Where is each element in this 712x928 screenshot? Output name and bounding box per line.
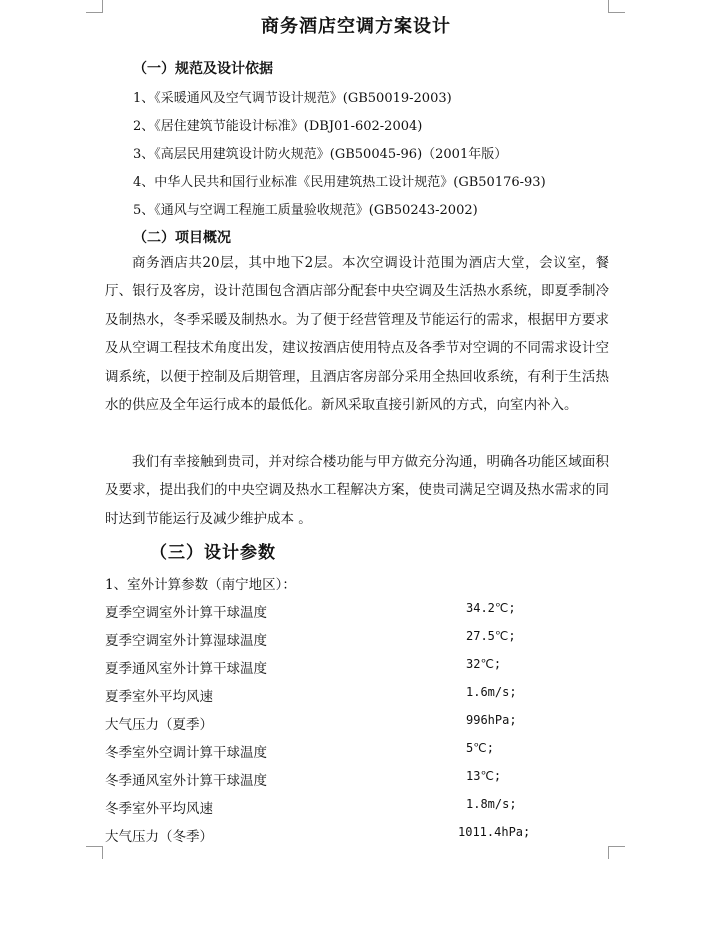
- overview-paragraph-2: 我们有幸接触到贵司，并对综合楼功能与甲方做充分沟通，明确各功能区域面积及要求，提出我们的中央空调及热水工程解决方案，使贵司满足空调及热水需求的同时达到节能运行及减少维护成本 。: [105, 454, 609, 527]
- parameter-row: [105, 741, 609, 763]
- parameter-value: 1.8m/s;: [466, 797, 517, 811]
- parameter-value: 996hPa;: [466, 713, 517, 727]
- parameter-value: 32℃;: [466, 657, 502, 671]
- standard-item: 2、《居住建筑节能设计标准》(DBJ01-602-2004): [133, 119, 423, 134]
- overview-paragraph-1: 商务酒店共20层，其中地下2层。本次空调设计范围为酒店大堂，会议室，餐厅、银行及客房，设计范围包含酒店部分配套中央空调及生活热水系统，即夏季制冷及制热水，冬季采暖及制热水。为了便于经营管理及节能运行的需求，根据甲方要求及从空调工程技术角度出发，建议按酒店使用特点及各季节对空调的不同需求设计空调系统，以便于控制及后期管理，且酒店客房部分采用全热回收系统，有利于生活热水的供应及全年运行成本的最低化。新风采取直接引新风的方式，向室内补入。: [105, 255, 609, 414]
- standard-item: 4、中华人民共和国行业标准《民用建筑热工设计规范》(GB50176-93): [133, 175, 546, 190]
- parameter-row: [105, 797, 609, 819]
- section-heading-overview: （二）项目概况: [133, 230, 231, 246]
- parameter-value: 13℃;: [466, 769, 502, 783]
- section-heading-parameters: （三）设计参数: [150, 543, 276, 563]
- parameter-row: [105, 657, 609, 679]
- crop-mark-bottom-right: [608, 846, 625, 859]
- parameter-row: [105, 825, 609, 847]
- parameter-label: 大气压力（夏季）: [105, 717, 213, 733]
- section-heading-standards: （一）规范及设计依据: [133, 61, 273, 77]
- document-title: 商务酒店空调方案设计: [261, 16, 451, 37]
- parameter-label: 大气压力（冬季）: [105, 829, 213, 845]
- parameter-label: 冬季通风室外计算干球温度: [105, 773, 267, 789]
- parameter-row: [105, 769, 609, 791]
- parameter-label: 夏季室外平均风速: [105, 689, 213, 705]
- parameter-row: [105, 713, 609, 735]
- parameter-row: [105, 629, 609, 651]
- parameter-value: 1.6m/s;: [466, 685, 517, 699]
- parameter-value: 27.5℃;: [466, 629, 516, 643]
- standard-item: 1、《采暖通风及空气调节设计规范》(GB50019-2003): [133, 91, 452, 106]
- parameter-label: 夏季空调室外计算湿球温度: [105, 633, 267, 649]
- parameter-value: 5℃;: [466, 741, 494, 755]
- parameter-label: 夏季空调室外计算干球温度: [105, 605, 267, 621]
- crop-mark-bottom-left: [86, 846, 103, 859]
- parameter-label: 冬季室外空调计算干球温度: [105, 745, 267, 761]
- parameter-value: 34.2℃;: [466, 601, 516, 615]
- outdoor-parameters-heading: 1、室外计算参数（南宁地区）：: [105, 577, 296, 593]
- parameter-row: [105, 601, 609, 623]
- standard-item: 3、《高层民用建筑设计防火规范》(GB50045-96)（2001年版）: [133, 147, 508, 162]
- parameter-label: 夏季通风室外计算干球温度: [105, 661, 267, 677]
- parameter-row: [105, 685, 609, 707]
- standard-item: 5、《通风与空调工程施工质量验收规范》(GB50243-2002): [133, 203, 478, 218]
- parameter-label: 冬季室外平均风速: [105, 801, 213, 817]
- parameter-value: 1011.4hPa;: [458, 825, 531, 839]
